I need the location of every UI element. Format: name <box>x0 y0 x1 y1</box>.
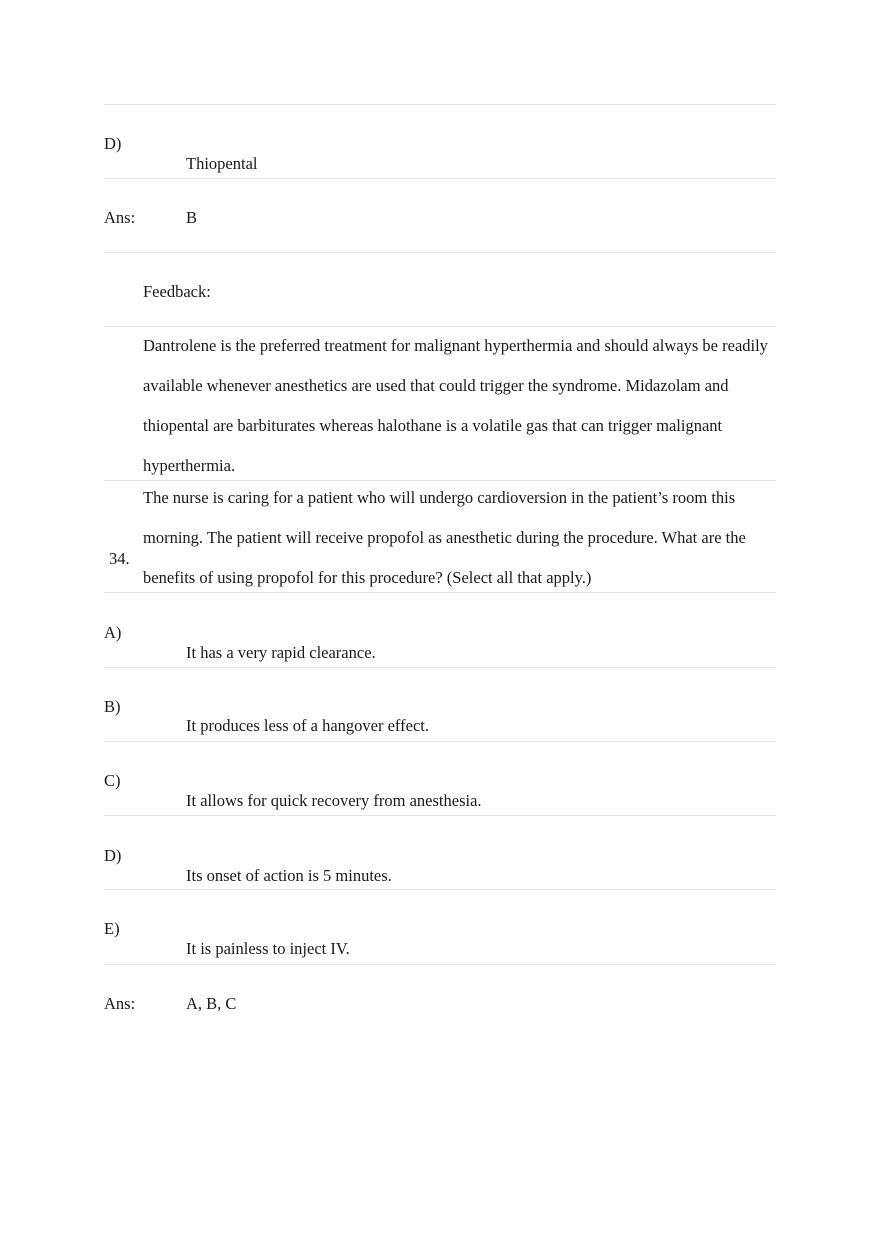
divider <box>104 104 776 105</box>
answer-label: Ans: <box>104 208 136 227</box>
divider <box>104 889 776 890</box>
answer-value: A, B, C <box>186 994 237 1013</box>
option-letter: D) <box>104 846 122 865</box>
divider <box>104 178 776 179</box>
divider <box>104 815 776 816</box>
option-text: It has a very rapid clearance. <box>186 643 376 662</box>
divider <box>104 964 776 965</box>
option-text: It produces less of a hangover effect. <box>186 716 429 735</box>
option-text: Thiopental <box>186 154 258 173</box>
answer-label: Ans: <box>104 994 136 1013</box>
option-text: Its onset of action is 5 minutes. <box>186 866 392 885</box>
answer-value: B <box>186 208 198 227</box>
divider <box>104 667 776 668</box>
option-letter: C) <box>104 771 121 790</box>
option-text: It allows for quick recovery from anesthesia. <box>186 791 482 810</box>
divider <box>104 741 776 742</box>
feedback-text: Dantrolene is the preferred treatment for malignant hyperthermia and should always be readily available whenever anesthetics are used that could trigger the syndrome. Midazolam and thiopental are barbiturates whereas halothane is a volatile gas that can trigger malignant hyperthermia. <box>143 336 768 475</box>
option-letter: A) <box>104 623 122 642</box>
question-stem: The nurse is caring for a patient who will undergo cardioversion in the patient’s room this morning. The patient will receive propofol as anesthetic during the procedure. What are the benefits of using propofol for this procedure? (Select all that apply.) <box>143 488 746 587</box>
feedback-label: Feedback: <box>143 282 211 301</box>
question-number: 34. <box>109 549 130 568</box>
option-text: It is painless to inject IV. <box>186 939 350 958</box>
divider <box>104 252 776 253</box>
option-letter: B) <box>104 697 121 716</box>
option-letter: E) <box>104 919 120 938</box>
option-letter: D) <box>104 134 122 153</box>
